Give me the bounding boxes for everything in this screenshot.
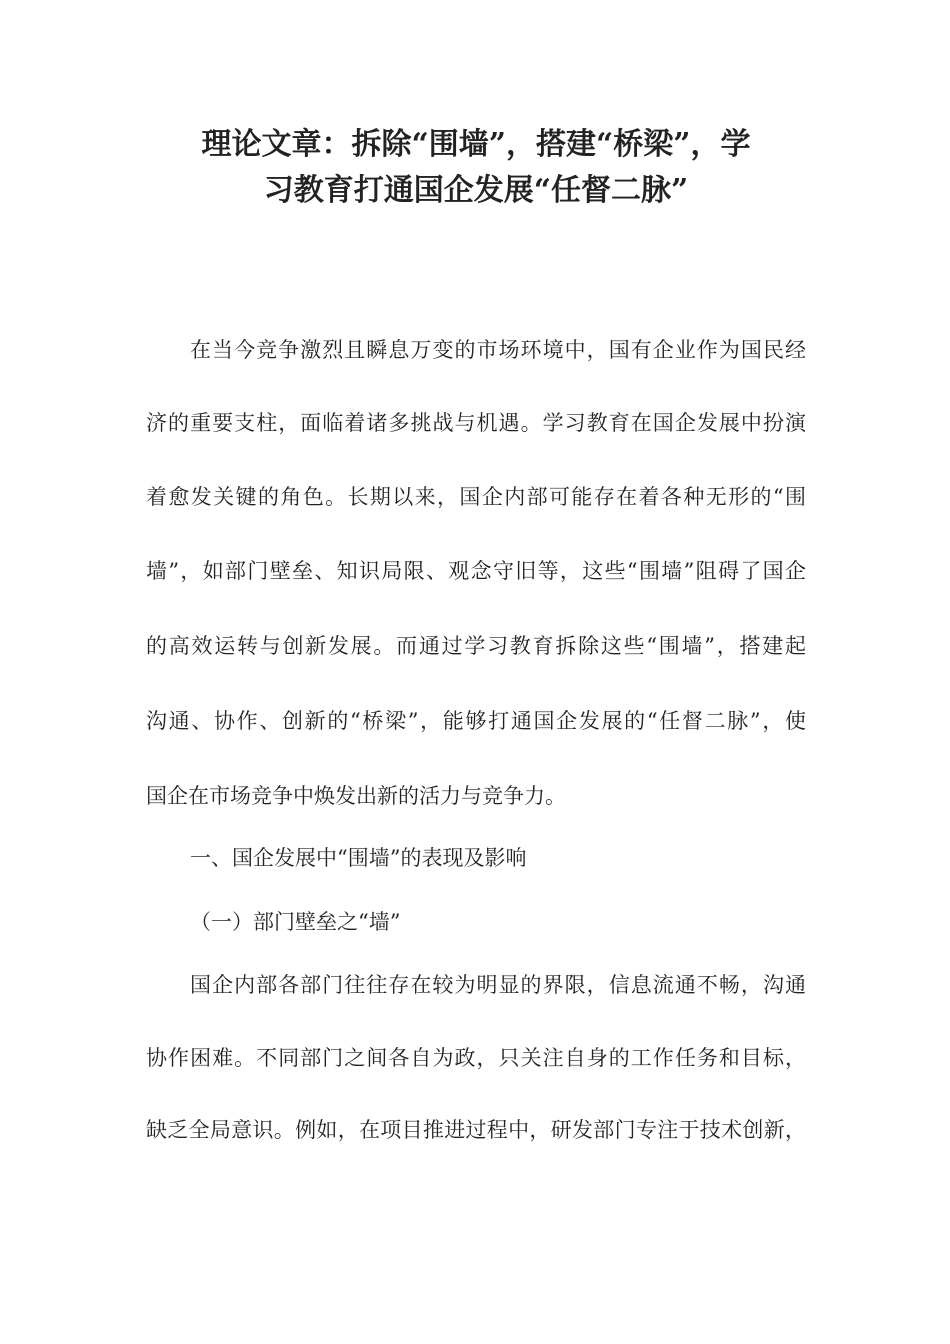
text-line: 沟通、协作、创新的“桥梁”，能够打通国企发展的“任督二脉”，使 <box>146 709 806 733</box>
text-line: 济的重要支柱，面临着诸多挑战与机遇。学习教育在国企发展中扮演 <box>146 411 806 435</box>
text-line: 国企内部各部门往往存在较为明显的界限，信息流通不畅，沟通 <box>190 973 806 997</box>
text-line: 国企在市场竞争中焕发出新的活力与竞争力。 <box>146 784 566 808</box>
text-line: 协作困难。不同部门之间各自为政，只关注自身的工作任务和目标， <box>146 1046 806 1070</box>
title-line-2: 习教育打通国企发展“任督二脉” <box>263 173 689 208</box>
text-line: 缺乏全局意识。例如，在项目推进过程中，研发部门专注于技术创新， <box>146 1118 806 1142</box>
text-line: 在当今竞争激烈且瞬息万变的市场环境中，国有企业作为国民经 <box>190 338 806 362</box>
text-line: 的高效运转与创新发展。而通过学习教育拆除这些“围墙”，搭建起 <box>146 634 806 658</box>
subsection-heading: （一）部门壁垒之“墙” <box>190 910 401 934</box>
text-line: 着愈发关键的角色。长期以来，国企内部可能存在着各种无形的“围 <box>146 485 806 509</box>
text-line: 墙”，如部门壁垒、知识局限、观念守旧等，这些“围墙”阻碍了国企 <box>146 559 806 583</box>
title-line-1: 理论文章：拆除“围墙”，搭建“桥梁”，学 <box>201 127 751 162</box>
section-heading: 一、国企发展中“围墙”的表现及影响 <box>190 846 527 870</box>
